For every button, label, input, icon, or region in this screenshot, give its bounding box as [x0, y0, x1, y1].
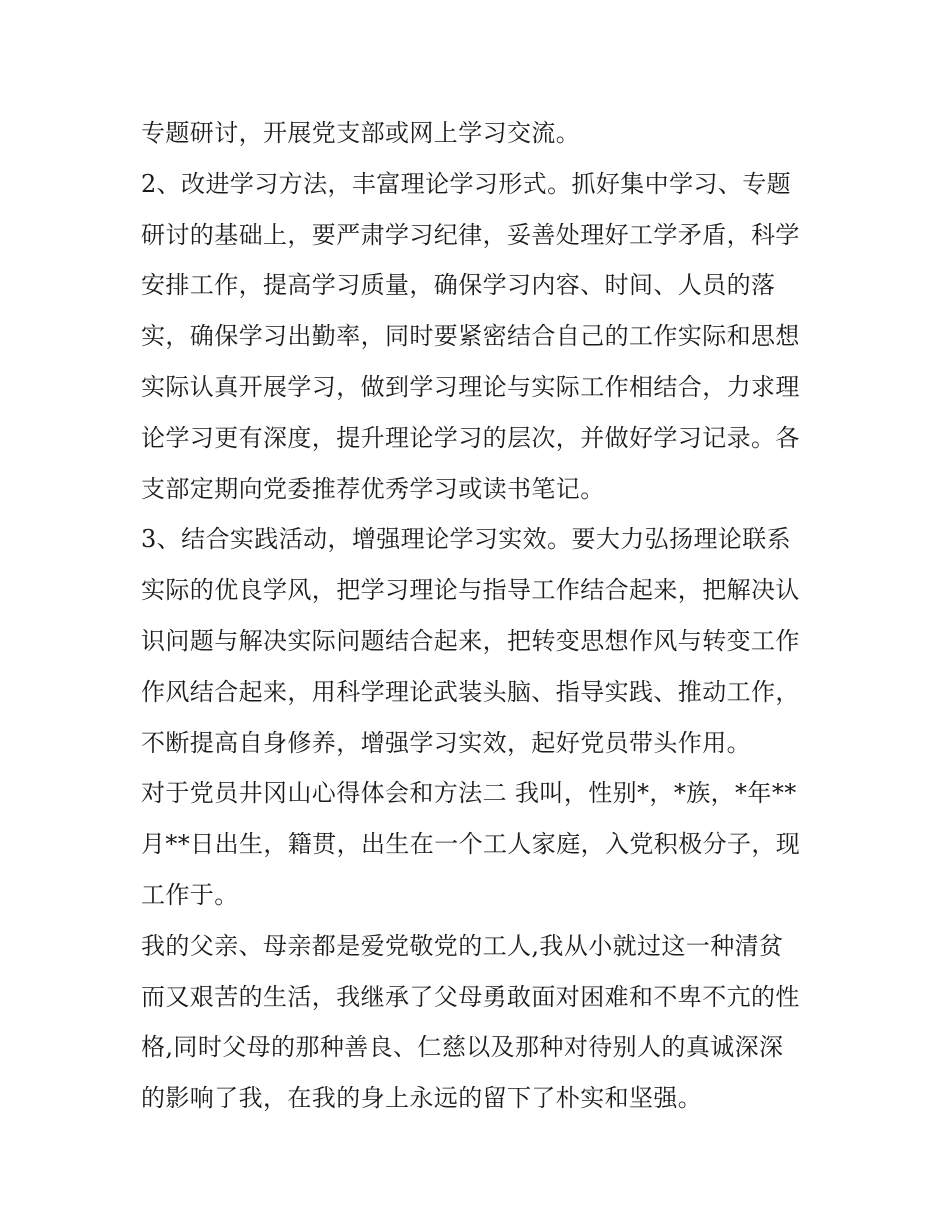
- document-body: [141, 108, 821, 1124]
- text-line: 作风结合起来，用科学理论武装头脑、指导实践、推动工作，: [141, 677, 800, 706]
- text-line: 专题研讨，开展党支部或网上学习交流。: [141, 119, 581, 147]
- text-line: 识问题与解决实际问题结合起来，把转变思想作风与转变工作: [141, 626, 800, 655]
- text-line: 支部定期向党委推荐优秀学习或读书笔记。: [141, 474, 605, 503]
- text-line: 论学习更有深度，提升理论学习的层次，并做好学习记录。各: [141, 423, 800, 452]
- text-line: 我的父亲、母亲都是爱党敬党的工人,我从小就过这一种清贫: [141, 931, 784, 960]
- text-line: 的影响了我，在我的身上永远的留下了朴实和坚强。: [141, 1084, 703, 1113]
- text-line: 3、结合实践活动，增强理论学习实效。要大力弘扬理论联系: [141, 525, 792, 554]
- text-line: 实际的优良学风，把学习理论与指导工作结合起来，把解决认: [141, 576, 800, 605]
- text-line: 月**日出生，籍贯，出生在一个工人家庭，入党积极分子，现: [141, 830, 801, 859]
- text-line: 实，确保学习出勤率，同时要紧密结合自己的工作实际和思想: [141, 322, 800, 351]
- text-line: 安排工作，提高学习质量，确保学习内容、时间、人员的落: [141, 271, 776, 300]
- text-line: 工作于。: [141, 880, 239, 909]
- text-line: 实际认真开展学习，做到学习理论与实际工作相结合，力求理: [141, 372, 800, 401]
- text-line: 对于党员井冈山心得体会和方法二 我叫，性别*，*族，*年**: [141, 779, 797, 808]
- text-line: 而又艰苦的生活，我继承了父母勇敢面对困难和不卑不亢的性: [141, 982, 800, 1011]
- text-line: 不断提高自身修养，增强学习实效，起好党员带头作用。: [141, 728, 751, 757]
- text-line: 研讨的基础上，要严肃学习纪律，妥善处理好工学矛盾，科学: [141, 220, 800, 249]
- text-line: 格,同时父母的那种善良、仁慈以及那种对待别人的真诚深深: [141, 1033, 784, 1062]
- text-line: 2、改进学习方法，丰富理论学习形式。抓好集中学习、专题: [141, 169, 792, 198]
